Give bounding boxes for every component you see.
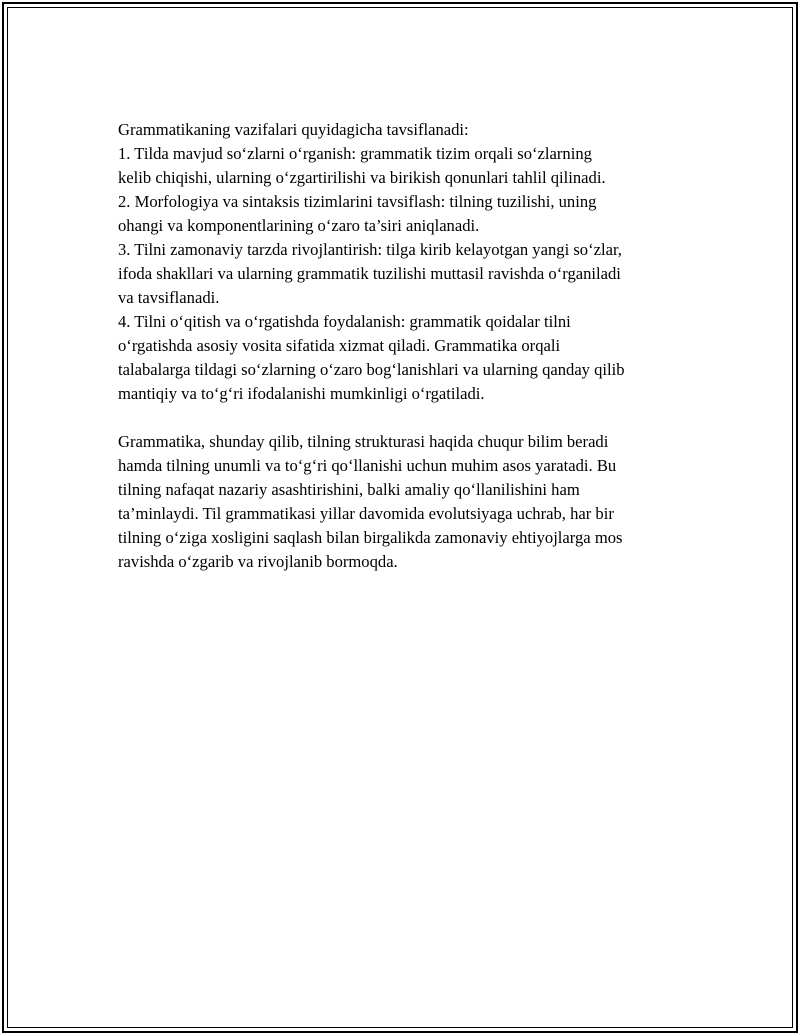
text-line: tilning o‘ziga xosligini saqlash bilan birgalikda zamonaviy ehtiyojlarga mos xyxy=(118,528,623,547)
text-line: 2. Morfologiya va sintaksis tizimlarini tavsiflash: tilning tuzilishi, uning xyxy=(118,192,597,211)
text-line: 3. Tilni zamonaviy tarzda rivojlantirish: tilga kirib kelayotgan yangi so‘zlar, xyxy=(118,240,622,259)
text-line: ravishda o‘zgarib va rivojlanib bormoqda. xyxy=(118,552,398,571)
paragraph-gap xyxy=(118,406,698,430)
text-line: hamda tilning unumli va to‘g‘ri qo‘llanishi uchun muhim asos yaratadi. Bu xyxy=(118,456,617,475)
text-line: 1. Tilda mavjud so‘zlarni o‘rganish: grammatik tizim orqali so‘zlarning xyxy=(118,144,592,163)
text-line: ta’minlaydi. Til grammatikasi yillar davomida evolutsiyaga uchrab, har bir xyxy=(118,504,614,523)
text-line: o‘rgatishda asosiy vosita sifatida xizmat qiladi. Grammatika orqali xyxy=(118,336,561,355)
intro-line: Grammatikaning vazifalari quyidagicha tavsiflanadi: xyxy=(118,120,469,139)
conclusion-paragraph xyxy=(118,430,698,574)
text-line: talabalarga tildagi so‘zlarning o‘zaro bog‘lanishlari va ularning qanday qilib xyxy=(118,360,625,379)
list-paragraph xyxy=(118,118,698,406)
text-line: kelib chiqishi, ularning o‘zgartirilishi va birikish qonunlari tahlil qilinadi. xyxy=(118,168,606,187)
text-line: ohangi va komponentlarining o‘zaro ta’siri aniqlanadi. xyxy=(118,216,480,235)
text-line: Grammatika, shunday qilib, tilning strukturasi haqida chuqur bilim beradi xyxy=(118,432,609,451)
text-line: tilning nafaqat nazariy asashtirishini, balki amaliy qo‘llanilishini ham xyxy=(118,480,580,499)
text-line: ifoda shakllari va ularning grammatik tuzilishi muttasil ravishda o‘rganiladi xyxy=(118,264,621,283)
text-line: va tavsiflanadi. xyxy=(118,288,220,307)
text-line: 4. Tilni o‘qitish va o‘rgatishda foydalanish: grammatik qoidalar tilni xyxy=(118,312,571,331)
text-line: mantiqiy va to‘g‘ri ifodalanishi mumkinligi o‘rgatiladi. xyxy=(118,384,485,403)
document-body xyxy=(118,118,698,574)
